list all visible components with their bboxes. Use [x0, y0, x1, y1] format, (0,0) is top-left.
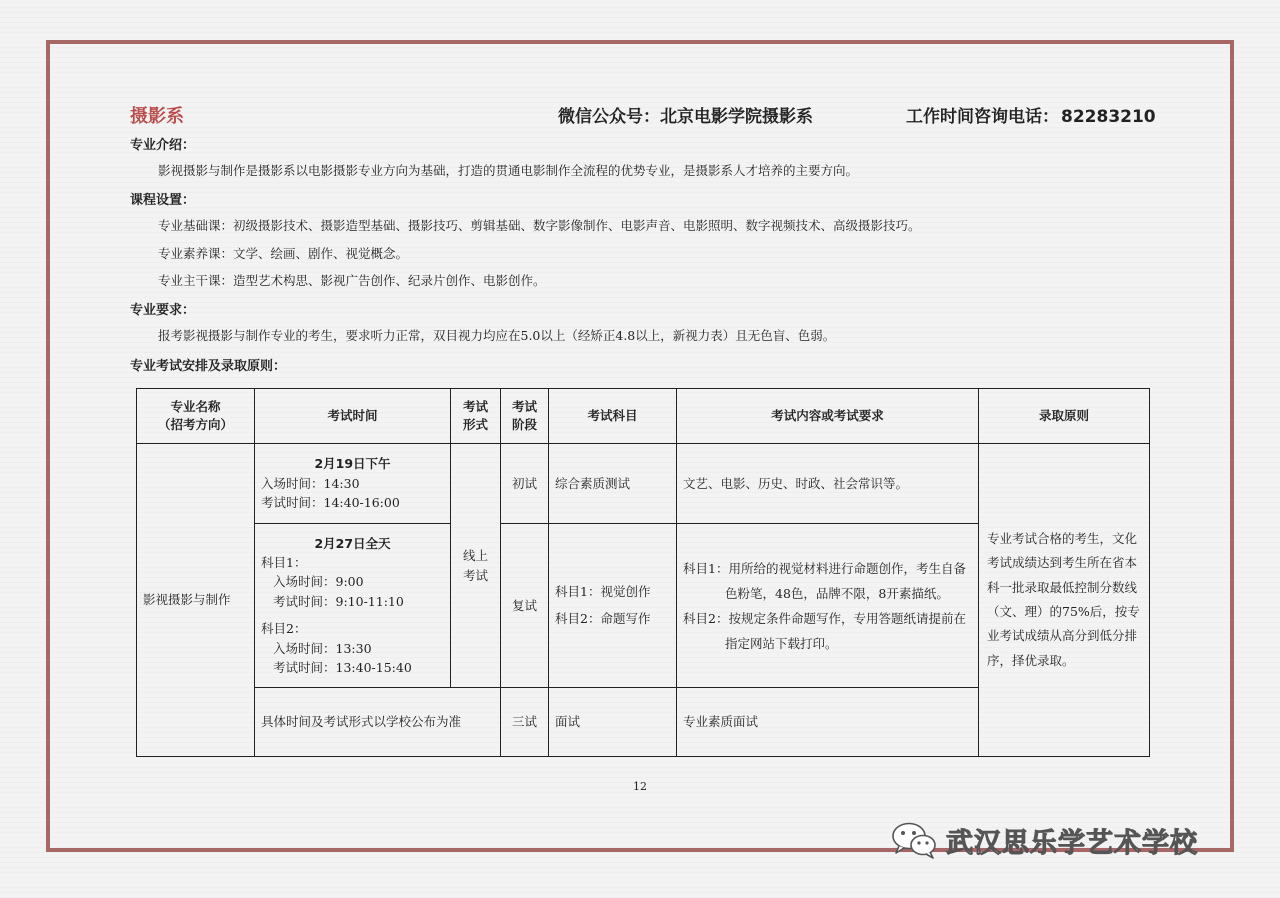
phone-label: 工作时间咨询电话： [906, 107, 1059, 127]
round2-subject1-exam: 考试时间：9:10-11:10 [273, 593, 404, 609]
watermark-text: 武汉思乐学艺术学校 [946, 827, 1198, 859]
requirements-text: 报考影视摄影与制作专业的考生，要求听力正常，双目视力均应在5.0以上（经矫正4.8以上，新视力表）且无色盲、色弱。 [158, 328, 836, 343]
round1-content: 文艺、电影、历史、时政、社会常识等。 [677, 444, 979, 524]
header-stage: 考试 阶段 [501, 389, 549, 444]
round1-time-cell [255, 444, 451, 524]
exam-form-cell: 线上 考试 [451, 444, 501, 688]
table-header-row [137, 389, 1150, 444]
round2-subject1-entry: 入场时间：9:00 [273, 574, 364, 590]
courses-main: 专业主干课：造型艺术构思、影视广告创作、纪录片创作、电影创作。 [158, 273, 546, 288]
round1-date: 2月19日下午 [314, 456, 391, 472]
round2-content2: 科目2：按规定条件命题写作，专用答题纸请提前在指定网站下载打印。 [683, 610, 966, 651]
round3-content: 专业素质面试 [677, 688, 979, 757]
courses-heading: 课程设置： [130, 193, 196, 208]
header-time: 考试时间 [255, 389, 451, 444]
consult-phone [904, 102, 1156, 127]
wechat-account: 微信公众号：北京电影学院摄影系 [558, 107, 813, 127]
header-content: 考试内容或考试要求 [677, 389, 979, 444]
courses-literacy: 专业素养课：文学、绘画、剧作、视觉概念。 [158, 246, 409, 261]
round3-subject: 面试 [549, 688, 677, 757]
round1-entry: 入场时间：14:30 [261, 475, 360, 491]
intro-heading: 专业介绍： [130, 138, 196, 153]
admission-principle-cell: 专业考试合格的考生，文化考试成绩达到考生所在省本科一批录取最低控制分数线（文、理）的75%后，按专业考试成绩从高分到低分排序，择优录取。 [979, 444, 1150, 757]
round2-subject2-label: 科目2： [261, 621, 307, 637]
round3-stage: 三试 [501, 688, 549, 757]
round2-stage: 复试 [501, 524, 549, 688]
round2-date: 2月27日全天 [314, 535, 391, 551]
major-name-cell: 影视摄影与制作 [137, 444, 255, 757]
round1-exam: 考试时间：14:40-16:00 [261, 495, 400, 511]
table-row-round1 [137, 444, 1150, 524]
round3-time: 具体时间及考试形式以学校公布为准 [255, 688, 501, 757]
round2-time-cell [255, 524, 451, 688]
header-admission: 录取原则 [979, 389, 1150, 444]
phone-number: 82283210 [1061, 107, 1156, 127]
watermark [890, 820, 1198, 860]
round2-subject1: 科目1：视觉创作 [555, 584, 651, 600]
department-title: 摄影系 [130, 106, 184, 127]
wechat-icon [890, 820, 938, 860]
header-subject: 考试科目 [549, 389, 677, 444]
exam-heading: 专业考试安排及录取原则： [130, 359, 287, 374]
requirements-heading: 专业要求： [130, 303, 196, 318]
round2-subject-cell [549, 524, 677, 688]
round2-content-cell [677, 524, 979, 688]
intro-text: 影视摄影与制作是摄影系以电影摄影专业方向为基础，打造的贯通电影制作全流程的优势专业，是摄影系人才培养的主要方向。 [158, 163, 859, 178]
header-form: 考试 形式 [451, 389, 501, 444]
round2-subject2-exam: 考试时间：13:40-15:40 [273, 659, 412, 675]
page-number: 12 [633, 780, 647, 793]
round2-content1: 科目1：用所给的视觉材料进行命题创作，考生自备色粉笔，48色，品牌不限，8开素描纸。 [683, 560, 966, 601]
courses-basic: 专业基础课：初级摄影技术、摄影造型基础、摄影技巧、剪辑基础、数字影像制作、电影声音、电影照明、数字视频技术、高级摄影技巧。 [158, 218, 921, 233]
exam-schedule-table [136, 388, 1150, 757]
page-header [130, 100, 1160, 130]
round2-subject2-entry: 入场时间：13:30 [273, 640, 372, 656]
header-major: 专业名称 （招考方向） [137, 389, 255, 444]
round2-subject2: 科目2：命题写作 [555, 610, 651, 626]
round2-subject1-label: 科目1： [261, 555, 307, 571]
round1-subject: 综合素质测试 [549, 444, 677, 524]
round1-stage: 初试 [501, 444, 549, 524]
